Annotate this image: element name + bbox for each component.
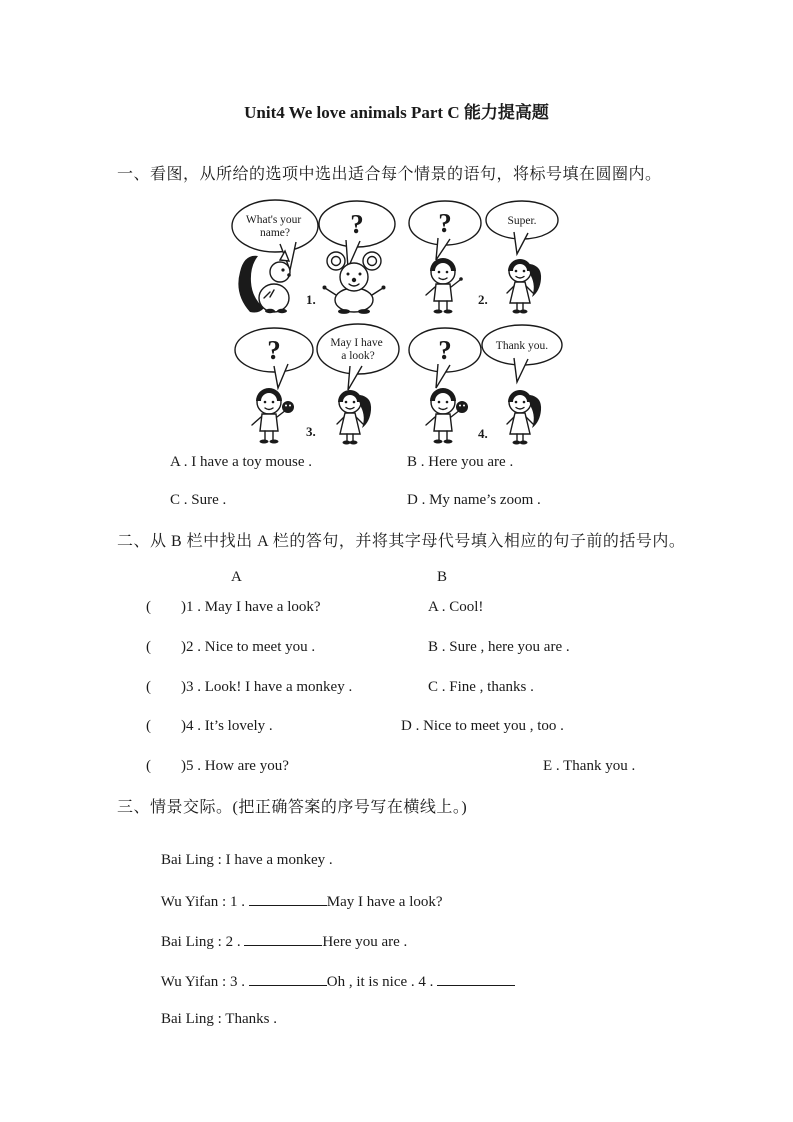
page-title: Unit4 We love animals Part C 能力提高题 — [244, 103, 549, 122]
match-item-1: ( )1 . May I have a look? — [146, 599, 321, 615]
bubble-text: ? — [267, 335, 281, 365]
speech-bubble — [232, 200, 318, 270]
bubble-text: What's your — [245, 214, 302, 226]
column-b-header: B — [437, 569, 448, 585]
comic-panel-2 — [409, 201, 558, 314]
boy-with-toy-character — [426, 388, 468, 444]
bubble-text: May I have — [330, 337, 383, 349]
option-b: B . Here you are . — [407, 454, 514, 470]
match-answer-d: D . Nice to meet you , too . — [401, 718, 564, 734]
girl-character — [337, 390, 371, 445]
speech-bubble — [317, 324, 399, 390]
match-answer-a: A . Cool! — [428, 599, 484, 615]
speech-bubble — [482, 325, 562, 382]
boy-with-toy-character — [252, 388, 294, 444]
option-a: A . I have a toy mouse . — [170, 454, 313, 470]
girl-character — [507, 390, 541, 445]
speech-bubble — [409, 328, 481, 388]
dialogue-line-5 — [146, 994, 277, 1045]
panel-number-label: 1. — [306, 292, 316, 307]
bubble-text: ? — [438, 208, 452, 238]
dialogue-text: May I have a look? — [326, 894, 443, 910]
section2-heading: 二、从 B 栏中找出 A 栏的答句，并将其字母代号填入相应的句子前的括号内。 — [117, 533, 686, 550]
match-item-4: ( )4 . It’s lovely . — [146, 718, 273, 734]
answer-blank-4 — [437, 972, 515, 986]
section1-heading: 一、看图，从所给的选项中选出适合每个情景的语句，将标号填在圆圈内。 — [117, 166, 662, 183]
match-item-3: ( )3 . Look! I have a monkey . — [146, 679, 353, 695]
match-answer-b: B . Sure , here you are . — [428, 639, 570, 655]
speech-bubble — [486, 201, 558, 254]
bubble-text: ? — [350, 209, 364, 239]
match-item-5: ( )5 . How are you? — [146, 758, 289, 774]
column-a-header: A — [231, 569, 242, 585]
match-item-2: ( )2 . Nice to meet you . — [146, 639, 316, 655]
dialogue-text: Here you are . — [322, 934, 408, 950]
comic-panel-3 — [235, 324, 399, 445]
panel-number-label: 4. — [478, 426, 488, 441]
dialogue-text: Wu Yifan : 1 . — [160, 894, 249, 910]
bubble-text: name? — [259, 227, 291, 239]
boy-character — [426, 258, 463, 314]
answer-blank-2 — [244, 932, 322, 946]
dialogue-text: Wu Yifan : 3 . — [160, 974, 249, 990]
option-d: D . My name’s zoom . — [407, 492, 541, 508]
bubble-text: Super. — [507, 215, 537, 227]
comic-strip — [230, 198, 590, 452]
speech-bubble — [409, 201, 481, 260]
panel-number-label: 3. — [306, 424, 316, 439]
dialogue-text: Bai Ling : Thanks . — [161, 1011, 277, 1027]
bubble-text: ? — [438, 335, 452, 365]
option-c: C . Sure . — [170, 492, 227, 508]
match-answer-e: E . Thank you . — [543, 758, 636, 774]
dialogue-text: Oh , it is nice . 4 . — [326, 974, 438, 990]
bubble-text: Thank you. — [495, 340, 549, 352]
answer-blank-1 — [249, 892, 327, 906]
dialogue-text: Bai Ling : 2 . — [161, 934, 245, 950]
bubble-text: a look? — [341, 350, 375, 362]
speech-bubble — [235, 328, 313, 388]
answer-blank-3 — [249, 972, 327, 986]
match-answer-c: C . Fine , thanks . — [428, 679, 534, 695]
comic-panel-1 — [232, 200, 395, 314]
dialogue-text: Bai Ling : I have a monkey . — [161, 852, 333, 868]
squirrel-character — [238, 251, 290, 313]
girl-character — [507, 259, 541, 314]
section3-heading: 三、情景交际。(把正确答案的序号写在横线上。) — [117, 799, 468, 816]
mouse-character — [323, 252, 386, 314]
comic-panel-4 — [409, 325, 562, 445]
panel-number-label: 2. — [478, 292, 488, 307]
